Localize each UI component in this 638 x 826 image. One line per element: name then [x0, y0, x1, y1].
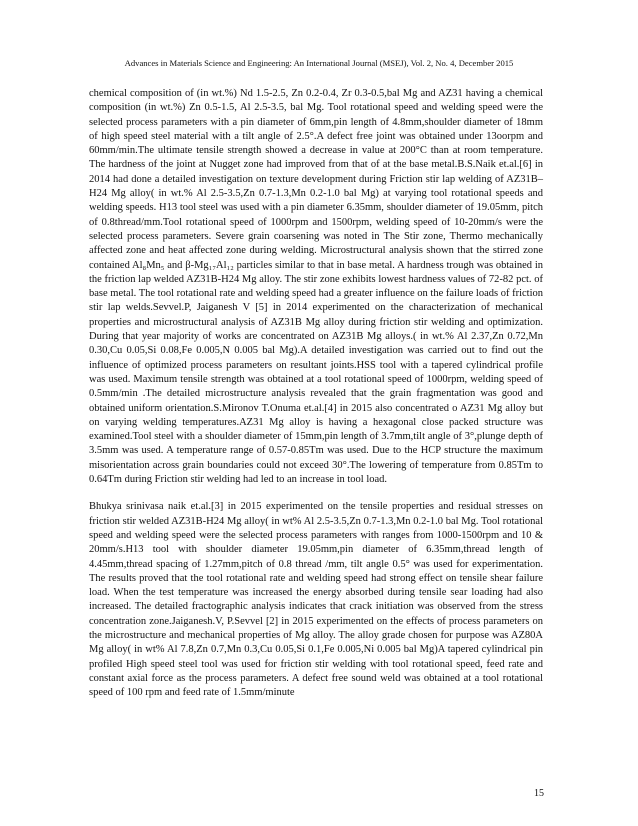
article-body — [89, 87, 543, 700]
journal-header: Advances in Materials Science and Engineering: An International Journal (MSEJ), Vol. 2, No. 4, December 2015 — [124, 58, 514, 68]
page-number: 15 — [534, 788, 544, 799]
body-paragraph-2: Bhukya srinivasa naik et.al.[3] in 2015 experimented on the tensile properties and residual stresses on friction stir welded AZ31B-H24 Mg alloy( in wt% Al 2.5-3.5,Zn 0.7-1.3,Mn 0.2-1.0 bal Mg. Tool rotational speed and welding speed were the selected process parameters with ranges from 1000-1500rpm and 10 & 20mm/s.H13 tool with shoulder diameter 19.05mm,pin diameter of 6.35mm,thread length of 4.45mm,thread spacing of 1.27mm,pitch of 0.8 thread /mm, tilt angle 0.5° was used for experimentation. The results proved that the tool rotational rate and welding speed had strong effect on tensile shear failure load. When the test temperature was increased the energy absorbed during tensile sear loading had also increased. The detailed fractographic analysis indicates that crack initiation was observed from the stress concentration zone.Jaiganesh.V, P.Sevvel [2] in 2015 experimented on the effects of process parameters on the microstructure and mechanical properties of Mg alloy. The alloy grade chosen for purpose was AZ80A Mg alloy( in wt% Al 7.8,Zn 0.7,Mn 0.3,Cu 0.05,Si 0.1,Fe 0.005,Ni 0.005 bal Mg)A tapered cylindrical pin profiled High speed steel tool was used for friction stir welding with tool rotational speed, feed rate and constant axial force as the process parameters. A defect free sound weld was obtained at a tool rotational speed of 100 rpm and feed rate of 1.5mm/minute — [89, 501, 543, 699]
body-paragraph-1: chemical composition of (in wt.%) Nd 1.5-2.5, Zn 0.2-0.4, Zr 0.3-0.5,bal Mg and AZ31 having a chemical composition (in wt.%) Zn 0.5-1.5, Al 2.5-3.5, bal Mg. Tool rotational speed and welding speed were the selected process parameters with a pin diameter of 6mm,pin length of 4.8mm,shoulder diameter of 18mm of high speed steel material with a tilt angle of 2.5°.A defect free joint was obtained under 13oorpm and 60mm/min.The ultimate tensile strength showed a decrease in value at 200°C than at room temperature. The hardness of the joint at Nugget zone had improved from that of at the base metal.B.S.Naik et.al.[6] in 2014 had done a detailed investigation on texture development during Friction stir lap welding of AZ31B–H24 Mg alloy( in wt.% Al 2.5-3.5,Zn 0.7-1.3,Mn 0.2-1.0 bal Mg) at varying tool rotational speeds and welding speeds. H13 tool steel was used with a pin diameter 6.35mm, shoulder diameter of 19.05mm, pitch of 0.8thread/mm.Tool rotational speed of 1000rpm and 1500rpm, welding speed of 10-20mm/s were the selected process parameters. Severe grain coarsening was noted in The Stir zone, Thermo mechanically affected zone and heat affected zone during welding. Microstructural analysis shown that the stirred zone contained Al₈Mn₅ and β-Mg₁₇Al₁₂ particles similar to that in base metal. A hardness trough was obtained in the friction lap welded AZ31B-H24 Mg alloy. The stir zone exhibits lowest hardness values of 72-82 pct. of base metal. The tool rotational rate and welding speed had a greater influence on the failure loads of friction stir lap welds.Sevvel.P, Jaiganesh V [5] in 2014 experimented on the characterization of mechanical properties and microstructural analysis of AZ31B Mg alloy during friction stir welding and optimization. During that year majority of works are concentrated on AZ31B Mg alloys.( in wt.% Al 2.37,Zn 0.72,Mn 0.30,Cu 0.05,Si 0.08,Fe 0.005,N 0.005 bal Mg).A detailed investigation was carried out to find out the influence of optimized process parameters on resultant joints.HSS tool with a tapered cylindrical profile was used. Maximum tensile strength was obtained at a tool rotational speed of 1000rpm, welding speed of 0.5mm/min .The detailed microstructure analysis revealed that the grain fragmentation was good and obtained uniform orientation.S.Mironov T.Onuma et.al.[4] in 2015 also concentrated o AZ31 Mg alloy but on varying welding temperatures.AZ31 Mg alloy is having a hexagonal close packed structure was examined.Tool steel with a shoulder diameter of 15mm,pin length of 3.7mm,tilt angle of 3°,plunge depth of 3.5mm was used. A temperature range of 0.57-0.85Tm was used. Due to the HCP structure the maximum misorientation across grain boundaries could not exceed 30°.The lowering of temperature from 0.85Tm to 0.64Tm during Friction stir welding had led to an increase in tool load. — [89, 88, 543, 486]
